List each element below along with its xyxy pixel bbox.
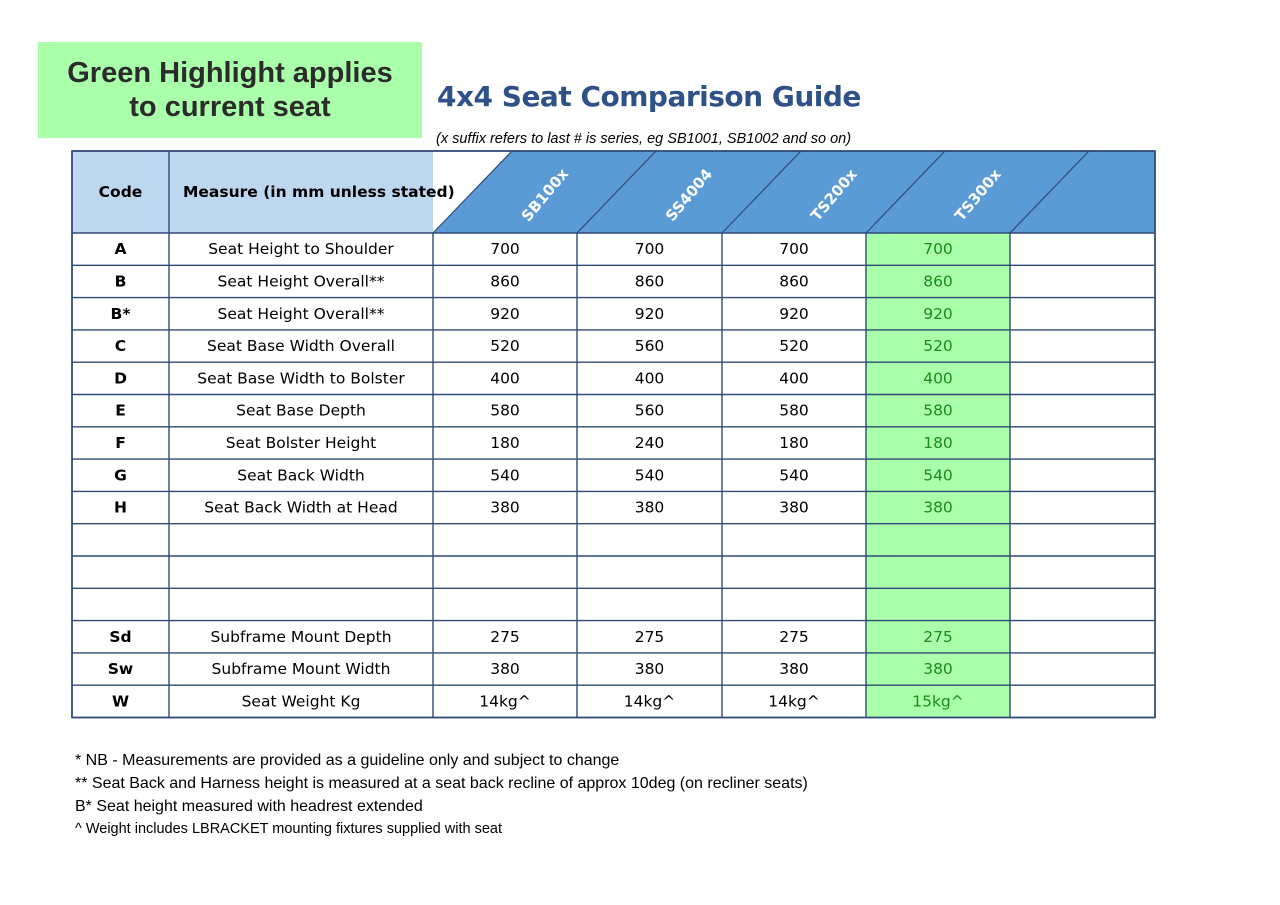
header-measure: Measure (in mm unless stated) <box>183 183 455 201</box>
cell-value: 540 <box>490 466 520 485</box>
cell-value: 14kg^ <box>623 692 676 711</box>
cell-measure: Seat Height to Shoulder <box>208 240 394 259</box>
footnote-recline: ** Seat Back and Harness height is measured at a seat back recline of approx 10deg (on recliner seats) <box>75 775 808 792</box>
header-model-sb100x: SB100x <box>517 164 573 226</box>
cell-code: Sw <box>107 660 134 679</box>
cell-value: 860 <box>634 272 665 291</box>
cell-value: 520 <box>923 337 953 356</box>
cell-value: 920 <box>779 304 809 323</box>
cell-code: B <box>114 272 127 291</box>
cell-measure: Subframe Mount Width <box>211 660 391 679</box>
cell-code: H <box>114 498 127 517</box>
cell-value: 14kg^ <box>479 692 531 711</box>
cell-code: A <box>114 240 127 259</box>
cell-value: 920 <box>634 304 665 323</box>
cell-code: B* <box>110 304 131 323</box>
page-subtitle: (x suffix refers to last # is series, eg SB1001, SB1002 and so on) <box>436 131 852 147</box>
cell-value: 540 <box>779 466 809 485</box>
legend-line-2: to current seat <box>129 91 331 123</box>
cell-value: 400 <box>779 369 809 388</box>
footnotes <box>75 749 808 840</box>
cell-value: 540 <box>923 466 953 485</box>
footnote-weight: ^ Weight includes LBRACKET mounting fixtures supplied with seat <box>75 821 502 837</box>
cell-measure: Seat Bolster Height <box>225 433 377 452</box>
cell-value: 400 <box>490 369 520 388</box>
cell-value: 860 <box>779 272 809 291</box>
cell-code: D <box>114 369 127 388</box>
cell-value: 180 <box>923 433 953 452</box>
cell-value: 580 <box>490 401 520 420</box>
cell-value: 380 <box>490 660 520 679</box>
cell-value: 380 <box>634 660 665 679</box>
header-model-ts200x: TS200x <box>807 165 861 225</box>
cell-value: 560 <box>634 401 665 420</box>
cell-measure: Seat Height Overall** <box>217 304 385 323</box>
cell-code: G <box>114 466 127 485</box>
cell-value: 380 <box>779 660 809 679</box>
cell-value: 275 <box>490 627 520 646</box>
cell-value: 14kg^ <box>768 692 820 711</box>
cell-measure: Seat Height Overall** <box>217 272 385 291</box>
cell-value: 240 <box>634 433 665 452</box>
cell-value: 920 <box>923 304 953 323</box>
header-model-ss4004: SS4004 <box>661 165 717 225</box>
page-title: 4x4 Seat Comparison Guide <box>437 80 861 113</box>
cell-value: 700 <box>634 240 665 259</box>
footnote-headrest: B* Seat height measured with headrest extended <box>75 798 423 815</box>
cell-measure: Seat Back Width at Head <box>204 498 398 517</box>
cell-code: W <box>111 692 130 711</box>
cell-value: 180 <box>779 433 809 452</box>
cell-value: 380 <box>923 660 953 679</box>
cell-measure: Seat Base Depth <box>236 401 366 420</box>
cell-value: 275 <box>923 627 953 646</box>
cell-value: 275 <box>634 627 665 646</box>
cell-value: 860 <box>490 272 520 291</box>
cell-value: 920 <box>490 304 520 323</box>
cell-value: 540 <box>634 466 665 485</box>
footnote-disclaimer: * NB - Measurements are provided as a guideline only and subject to change <box>75 752 620 769</box>
cell-value: 580 <box>923 401 953 420</box>
header-model-ts300x: TS300x <box>951 165 1005 225</box>
cell-value: 520 <box>490 337 520 356</box>
cell-value: 380 <box>779 498 809 517</box>
cell-measure: Seat Weight Kg <box>241 692 361 711</box>
cell-value: 380 <box>923 498 953 517</box>
header-code: Code <box>98 183 143 201</box>
cell-value: 700 <box>923 240 953 259</box>
cell-value: 380 <box>490 498 520 517</box>
cell-measure: Subframe Mount Depth <box>210 627 392 646</box>
cell-value: 560 <box>634 337 665 356</box>
cell-value: 520 <box>779 337 809 356</box>
cell-code: C <box>114 337 127 356</box>
legend-line-1: Green Highlight applies <box>67 57 393 89</box>
cell-value: 275 <box>779 627 809 646</box>
cell-value: 380 <box>634 498 665 517</box>
cell-value: 15kg^ <box>912 692 964 711</box>
cell-value: 180 <box>490 433 520 452</box>
cell-value: 580 <box>779 401 809 420</box>
cell-measure: Seat Back Width <box>237 466 365 485</box>
cell-code: Sd <box>109 627 132 646</box>
cell-value: 400 <box>634 369 665 388</box>
cell-measure: Seat Base Width Overall <box>207 337 395 356</box>
cell-value: 400 <box>923 369 953 388</box>
cell-value: 700 <box>779 240 809 259</box>
cell-code: E <box>115 401 126 420</box>
cell-value: 860 <box>923 272 953 291</box>
cell-code: F <box>115 433 126 452</box>
cell-measure: Seat Base Width to Bolster <box>197 369 405 388</box>
cell-value: 700 <box>490 240 520 259</box>
